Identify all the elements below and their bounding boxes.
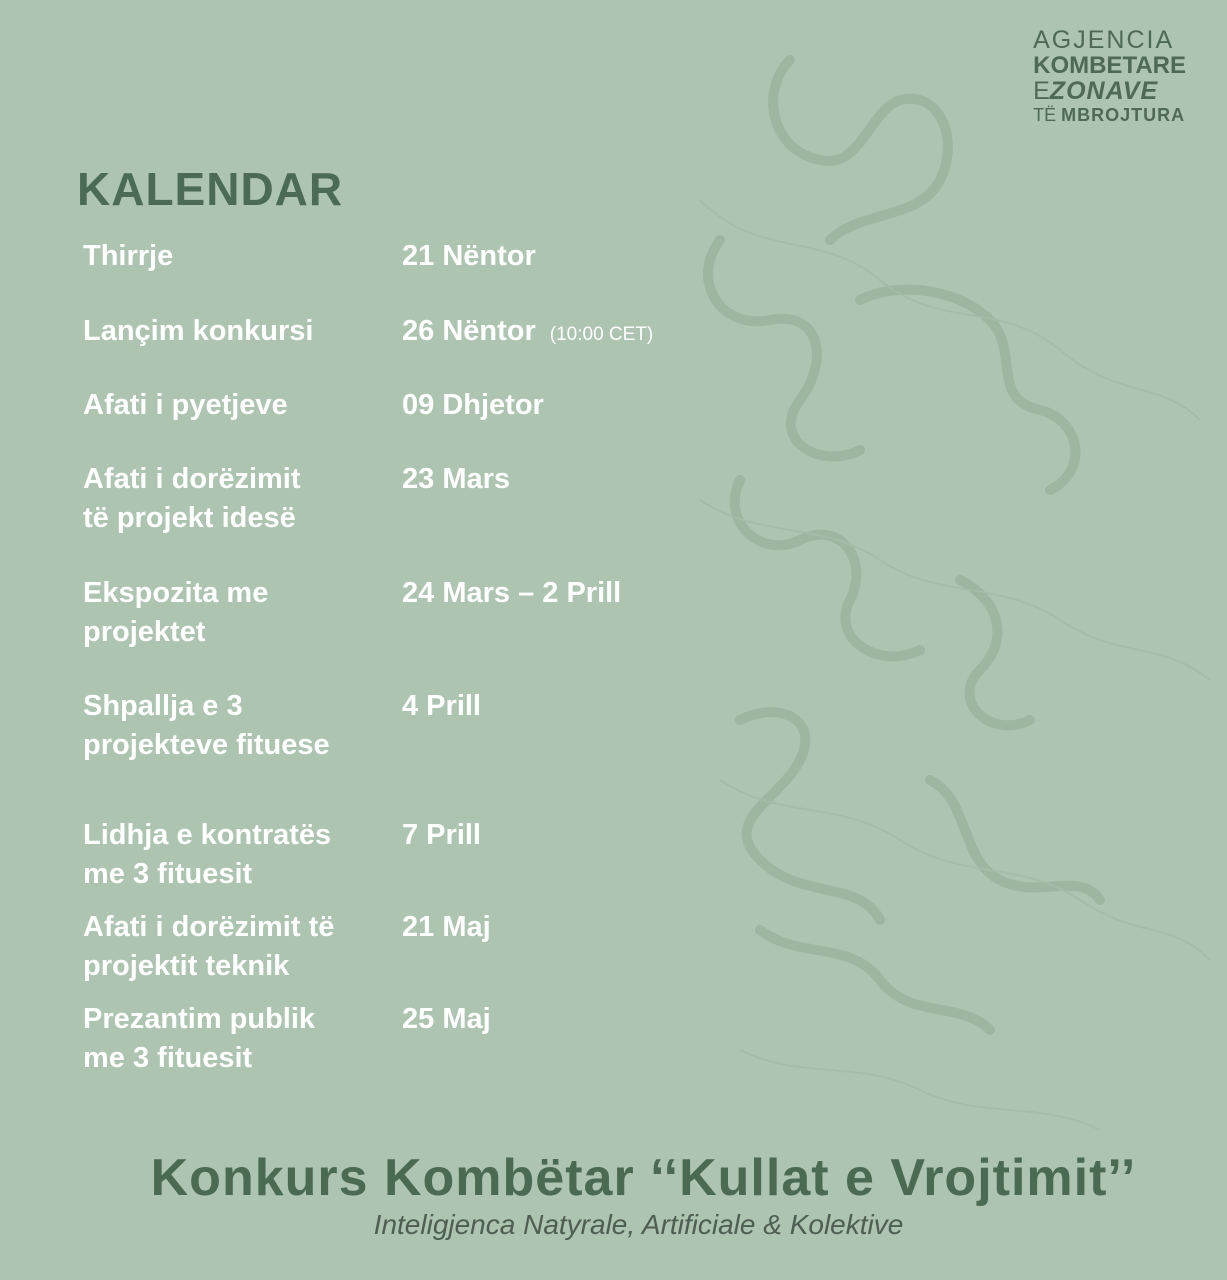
calendar-row-label: Afati i pyetjeve xyxy=(83,389,288,421)
logo-line-2: KOMBETARE xyxy=(1033,52,1186,79)
calendar-row-label: Afati i dorëzimit të projekt idesë xyxy=(83,463,301,534)
calendar-row-label: Afati i dorëzimit të projektit teknik xyxy=(83,911,335,982)
calendar-row-label: Shpallja e 3 projekteve fituese xyxy=(83,690,330,761)
calendar-row-label: Lançim konkursi xyxy=(83,315,314,347)
calendar-row-date: 09 Dhjetor xyxy=(402,389,544,421)
calendar-row-label: Ekspozita me projektet xyxy=(83,577,269,648)
calendar-row-label: Lidhja e kontratës me 3 fituesit xyxy=(83,819,332,890)
logo-line-1: AGJENCIA xyxy=(1033,26,1175,54)
calendar-row-label: Prezantim publik me 3 fituesit xyxy=(83,1003,316,1074)
logo-line-3: EZONAVE xyxy=(1033,77,1159,105)
calendar-row-date: 21 Maj xyxy=(402,911,491,943)
calendar-row-date: 21 Nëntor xyxy=(402,240,536,272)
calendar-row-date: 4 Prill xyxy=(402,690,481,722)
calendar-row-date: 26 Nëntor (10:00 CET) xyxy=(402,315,654,347)
calendar-row-date: 7 Prill xyxy=(402,819,481,851)
calendar-row-date: 25 Maj xyxy=(402,1003,491,1035)
time-note: (10:00 CET) xyxy=(549,324,654,345)
calendar-row-date: 24 Mars – 2 Prill xyxy=(402,577,622,609)
calendar-row-date: 23 Mars xyxy=(402,463,511,495)
competition-title: Konkurs Kombëtar ‘‘Kullat e Vrojtimit’’ xyxy=(150,1149,1137,1207)
competition-subtitle: Inteligjenca Natyrale, Artificiale & Kolektive xyxy=(373,1209,904,1240)
calendar-row-label: Thirrje xyxy=(83,240,174,272)
logo-line-4: TË MBROJTURA xyxy=(1033,105,1186,125)
agency-logo xyxy=(1033,28,1186,124)
calendar-title: KALENDAR xyxy=(77,163,344,215)
